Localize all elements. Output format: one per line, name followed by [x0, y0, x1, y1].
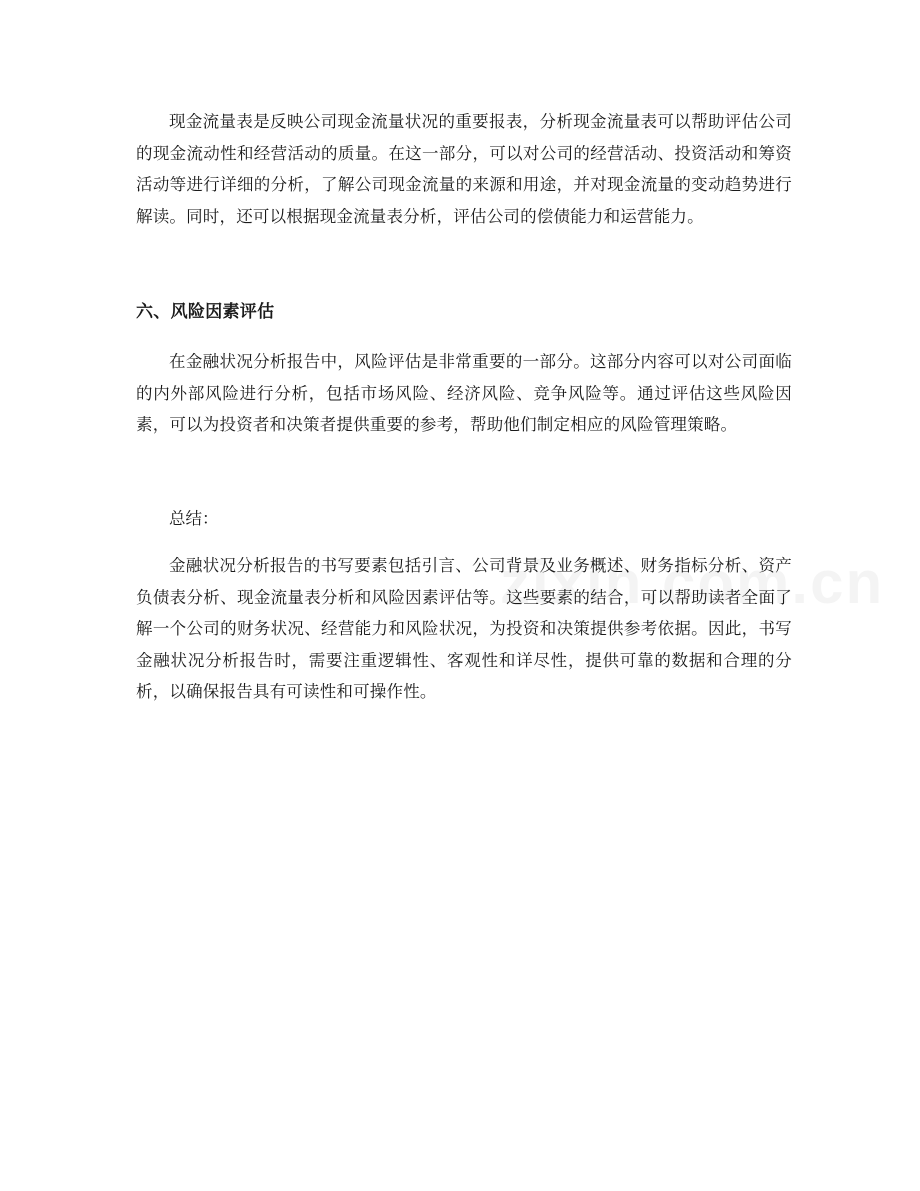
- section-six-heading: 六、风险因素评估: [136, 302, 275, 322]
- summary-paragraph: 金融状况分析报告的书写要素包括引言、公司背景及业务概述、财务指标分析、资产负债表分析、现金流量表分析和风险因素评估等。这些要素的结合，可以帮助读者全面了解一个公司的财务状况、经营能力和风险状况，为投资和决策提供参考依据。因此，书写金融状况分析报告时，需要注重逻辑性、客观性和详尽性，提供可靠的数据和合理的分析，以确保报告具有可读性和可操作性。: [136, 556, 792, 701]
- cash-flow-paragraph: 现金流量表是反映公司现金流量状况的重要报表，分析现金流量表可以帮助评估公司的现金流动性和经营活动的质量。在这一部分，可以对公司的经营活动、投资活动和筹资活动等进行详细的分析，了解公司现金流量的来源和用途，并对现金流量的变动趋势进行解读。同时，还可以根据现金流量表分析，评估公司的偿债能力和运营能力。: [136, 112, 792, 226]
- risk-paragraph: 在金融状况分析报告中，风险评估是非常重要的一部分。这部分内容可以对公司面临的内外部风险进行分析，包括市场风险、经济风险、竞争风险等。通过评估这些风险因素，可以为投资者和决策者提供重要的参考，帮助他们制定相应的风险管理策略。: [136, 352, 792, 434]
- summary-label: 总结：: [169, 509, 219, 528]
- watermark: [500, 548, 884, 617]
